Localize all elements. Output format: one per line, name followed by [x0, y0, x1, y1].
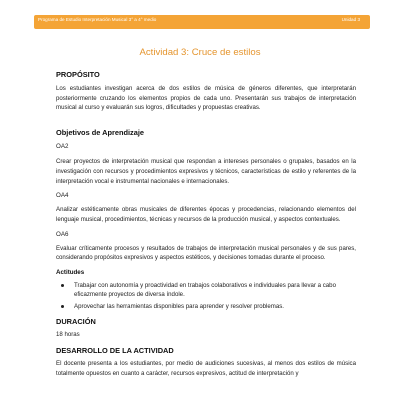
- actitud-item: Aprovechar las herramientas disponibles para aprender y resolver problemas.: [56, 302, 356, 311]
- duracion-text: 18 horas: [56, 331, 80, 339]
- oa4-text: Analizar estéticamente obras musicales de diferentes épocas y procedencias, relacionando elementos del lenguaje musical, procedimientos, técnicas y recursos de la producción musical, y aspectos contextuales.: [56, 206, 356, 223]
- oa2-text: Crear proyectos de interpretación musical que respondan a intereses personales o grupales, basados en la investigación con recursos y procedimientos expresivos y técnicos, características de estilo y referentes de la interpretación vocal e instrumental nacionales e internacionales.: [56, 158, 356, 185]
- unit-label: Unidad 3: [341, 17, 360, 22]
- actitudes-heading: Actitudes: [56, 269, 85, 277]
- desarrollo-heading: DESARROLLO DE LA ACTIVIDAD: [56, 345, 174, 355]
- proposito-heading: PROPÓSITO: [56, 70, 100, 79]
- actitud-item: Trabajar con autonomía y proactividad en trabajos colaborativos e individuales para llevar a cabo eficazmente proyectos de diversa índole.: [56, 281, 356, 300]
- page-title: Actividad 3: Cruce de estilos: [139, 47, 261, 58]
- oa4-code: OA4: [56, 192, 69, 200]
- oa6-code: OA6: [56, 230, 69, 238]
- oa6-text: Evaluar críticamente procesos y resultados de trabajos de interpretación musical personales y de sus pares, considerando propósitos expresivos y aspectos estéticos, y decisiones tomadas durante el proceso.: [56, 244, 356, 262]
- desarrollo-text: El docente presenta a los estudiantes, por medio de audiciones sucesivas, al menos dos estilos de música totalmente opuestos en cuanto a carácter, recursos expresivos, actitud de interpretación y: [56, 359, 356, 377]
- proposito-text: Los estudiantes investigan acerca de dos estilos de música de géneros diferentes, que interpretarán posteriormente cruzando los elementos propios de cada uno. Presentarán sus trabajos de interpretación musical al curso y evaluarán sus logros, dificultades y propuestas creativas.: [56, 85, 356, 112]
- objetivos-heading: Objetivos de Aprendizaje: [56, 128, 145, 138]
- document-body: [56, 70, 356, 378]
- actitudes-list: [56, 281, 356, 311]
- oa2-code: OA2: [56, 143, 69, 151]
- duracion-heading: DURACIÓN: [56, 317, 96, 327]
- program-name: Programa de Estudio Interpretación Musical 3° a 4° medio: [38, 17, 157, 22]
- header-bar: [34, 15, 370, 29]
